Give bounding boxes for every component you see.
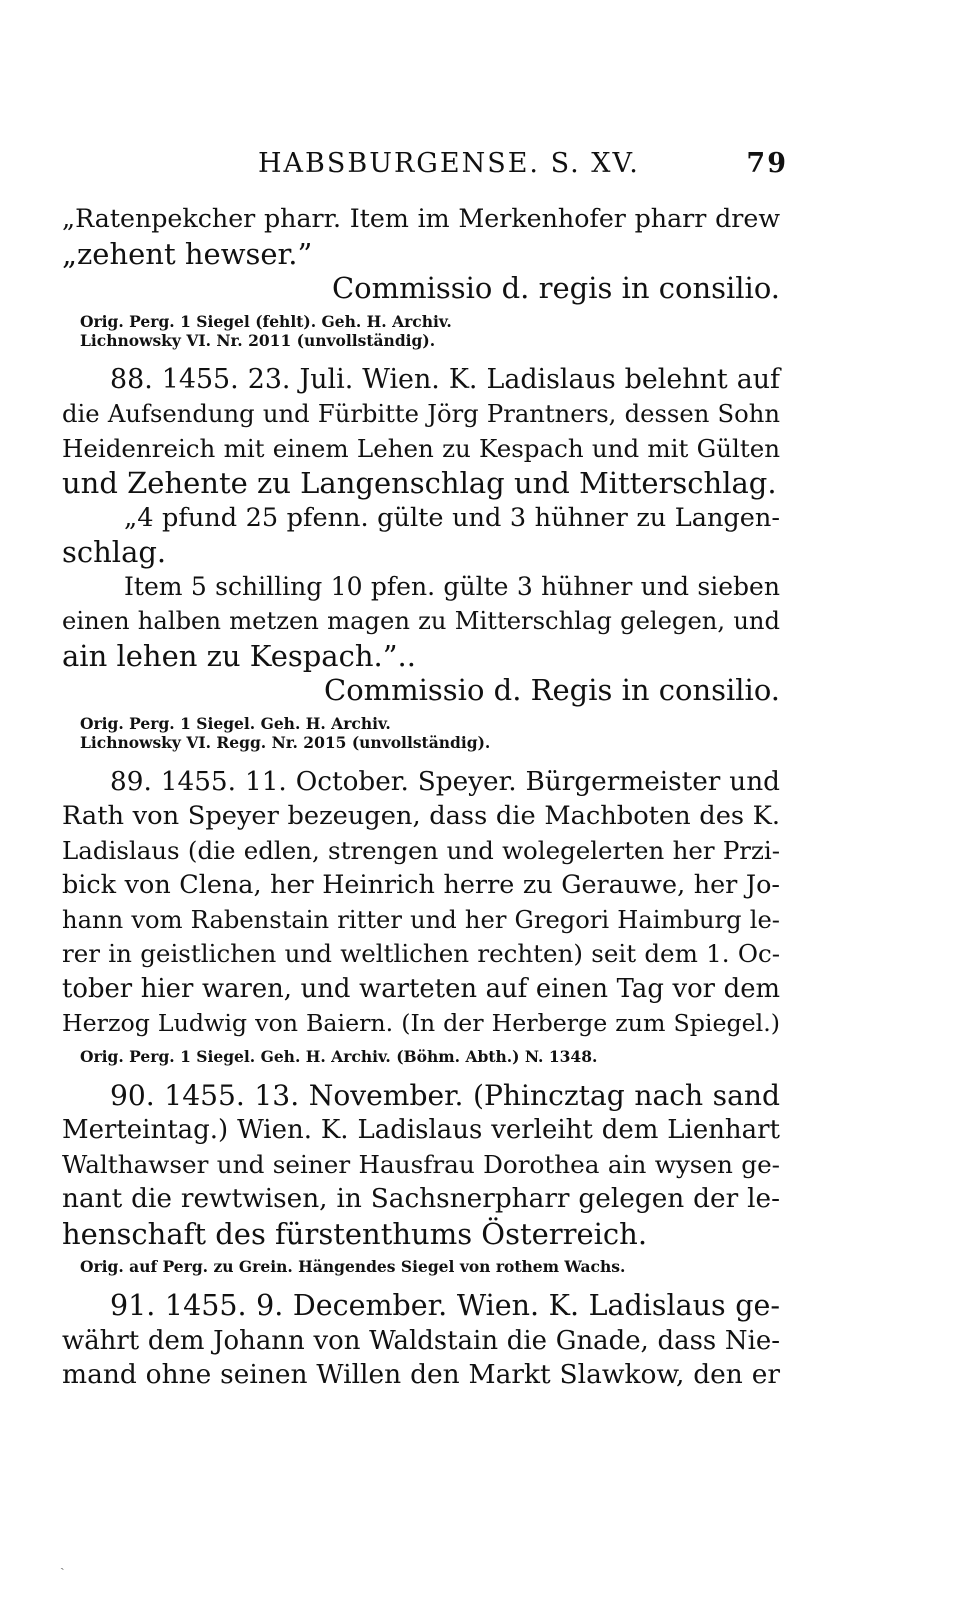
running-header	[258, 148, 788, 188]
entry-91	[62, 1289, 780, 1393]
entry-90	[62, 1079, 780, 1277]
page-body	[62, 202, 780, 1393]
text-line: nant die rewtwisen, in Sachsnerpharr gelegen der le-	[62, 1184, 780, 1214]
quote-line: „4 pfund 25 pfenn. gülte und 3 hühner zu Langen-	[124, 502, 780, 533]
source-note: Orig. Perg. 1 Siegel. Geh. H. Archiv.	[80, 713, 391, 733]
source-note: Orig. Perg. 1 Siegel. Geh. H. Archiv. (Böhm. Abth.) N. 1348.	[80, 1046, 598, 1066]
source-note: Lichnowsky VI. Nr. 2011 (unvollständig).	[80, 330, 436, 350]
entry-89	[62, 765, 780, 1066]
text-line: Merteintag.) Wien. K. Ladislaus verleiht dem Lienhart	[62, 1115, 780, 1145]
text-line: hann vom Rabenstain ritter und her Gregori Haimburg le-	[62, 905, 780, 934]
source-note: Lichnowsky VI. Regg. Nr. 2015 (unvollständig).	[80, 732, 491, 752]
scan-speck: ˏ	[60, 1555, 65, 1571]
text-line: währt dem Johann von Waldstain die Gnade, dass Nie-	[62, 1325, 780, 1356]
text-line: und Zehente zu Langenschlag und Mitterschlag.	[62, 466, 777, 500]
source-note: Orig. Perg. 1 Siegel (fehlt). Geh. H. Archiv.	[80, 311, 452, 331]
closing-formula: Commissio d. Regis in consilio.	[324, 673, 780, 707]
text-line: mand ohne seinen Willen den Markt Slawkow, den er	[62, 1359, 780, 1390]
entry-87-tail	[62, 202, 780, 350]
quote-line: schlag.	[62, 535, 167, 569]
quote-line: einen halben metzen magen zu Mitterschlag gelegen, und	[62, 607, 780, 635]
quote-line: ain lehen zu Kespach.”..	[62, 638, 416, 673]
text-line: henschaft des fürstenthums Österreich.	[62, 1216, 648, 1251]
text-line: Ladislaus (die edlen, strengen und wolegelerten her Przi-	[62, 835, 780, 865]
text-line: „zehent hewser.”	[62, 236, 313, 271]
entry-heading-line: 90. 1455. 13. November. (Phincztag nach sand	[110, 1078, 780, 1112]
text-line: Herzog Ludwig von Baiern. (In der Herberge zum Spiegel.)	[62, 1009, 780, 1037]
quote-line: Item 5 schilling 10 pfen. gülte 3 hühner und sieben	[124, 571, 780, 601]
text-line: tober hier waren, und warteten auf einen Tag vor dem	[62, 973, 780, 1004]
closing-formula: Commissio d. regis in consilio.	[331, 271, 780, 305]
text-line: Heidenreich mit einem Lehen zu Kespach und mit Gülten	[62, 433, 780, 463]
entry-heading-line: 91. 1455. 9. December. Wien. K. Ladislaus ge-	[110, 1289, 780, 1322]
text-line: die Aufsendung und Fürbitte Jörg Prantners, dessen Sohn	[62, 399, 780, 428]
source-note: Orig. auf Perg. zu Grein. Hängendes Siegel von rothem Wachs.	[80, 1257, 626, 1276]
text-line: rer in geistlichen und weltlichen rechten) seit dem 1. Oc-	[62, 939, 780, 968]
text-line: „Ratenpekcher pharr. Item im Merkenhofer pharr drew	[62, 204, 780, 233]
text-line: Walthawser und seiner Hausfrau Dorothea ain wysen ge-	[62, 1149, 780, 1179]
entry-heading-line: 88. 1455. 23. Juli. Wien. K. Ladislaus belehnt auf	[110, 363, 780, 395]
text-line: bick von Clena, her Heinrich herre zu Gerauwe, her Jo-	[62, 870, 780, 900]
page-number: 79	[746, 148, 788, 179]
entry-88	[62, 363, 780, 752]
entry-heading-line: 89. 1455. 11. October. Speyer. Bürgermeister und	[110, 766, 780, 797]
running-title: HABSBURGENSE. S. XV.	[258, 148, 640, 179]
text-line: Rath von Speyer bezeugen, dass die Machboten des K.	[62, 801, 780, 831]
